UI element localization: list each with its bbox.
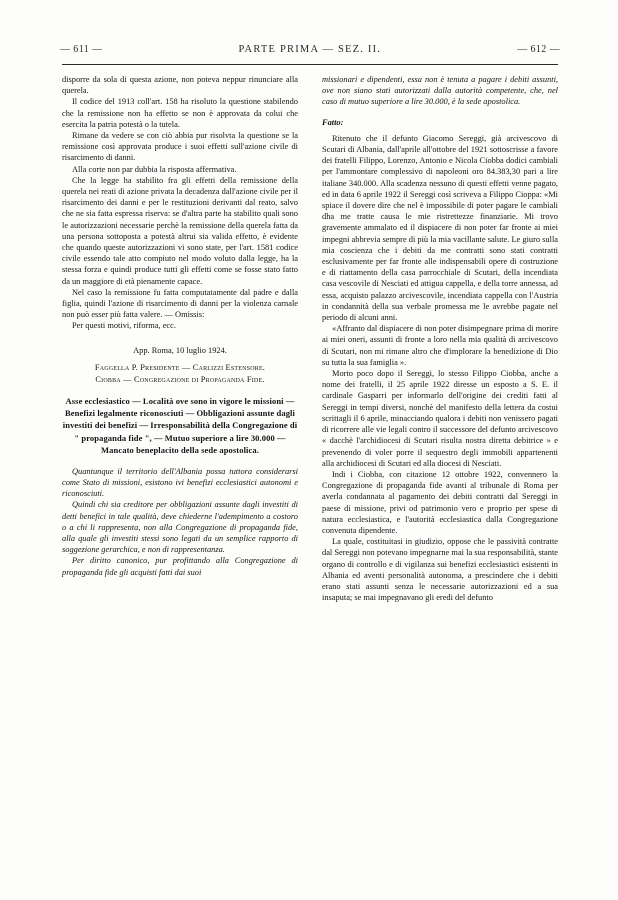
case-judges: Faggella P. Presidente — Carlizzi Estensore. bbox=[94, 362, 266, 372]
right-column bbox=[322, 74, 558, 603]
paragraph: Il codice del 1913 coll'art. 158 ha risoluto la questione stabilendo che la remissione non ha effetto se non è approvata da colui che esercita la patria potestà o la tutela. bbox=[62, 97, 298, 129]
columns-wrapper bbox=[62, 74, 558, 864]
paragraph: Che la legge ha stabilito fra gli effetti della remissione della querela nei reati di azione privata la decadenza dall'azione civile per il risarcimento dei danni e per le restituzioni derivanti dal reato, salvo che ne sia fatta espressa riserva: se d'altra parte ha stabilito quali sono le autorizzazioni necessarie perchè la remissione della querela fatta da una persona sottoposta a potestà altrui sia valida effetto, è evidente che quando queste autorizzazioni vi sono state, per l'art. 1581 codice civile essendo tale atto compiuto nel modo voluto dalla legge, ha la stessa forza e quindi produce tutti gli effetti come se fosse stato fatto da un maggiore di età pienamente capace. bbox=[62, 175, 298, 286]
paragraph: Indi i Ciobba, con citazione 12 ottobre 1922, convennero la Congregazione di propaganda fide avanti al tribunale di Roma per averla condannata al pagamento dei debiti contratti dal Sereggi in paese di missione, privi od patrimonio vero e proprio per spese di natura ecclesiastica, e l'autorità ecclesiastica dalla Congregazione convenuta dipendente. bbox=[322, 469, 558, 535]
case-abstract: Asse ecclesiastico — Località ove sono in vigore le missioni — Benefizi legalmente riconosciuti — Obbligazioni assunte dagli investiti dei benefizi — Irresponsabilità della Congregazione di " propaganda fide ", — Mutuo superiore a lire 30.000 — Mancato beneplacito della sede apostolica. bbox=[62, 395, 298, 456]
paragraph: Ritenuto che il defunto Giacomo Sereggi, già arcivescovo di Scutari di Albania, dall'aprile all'ottobre del 1921 sottoscrisse a favore dei fratelli Filippo, Lorenzo, Antonio e Nicola Ciobba dodici cambiali per l'ammontare complessivo di napoleoni oro 84.383,30 pari a lire italiane 340.000. Alla scadenza nessuno di questi effetti venne pagato, ed in data 6 aprile 1922 il Sereggi così scriveva a Filippo Cioppa: «Mi spiace il dovere dire che nel è impossibile di poter pagare le cambiali dha me tratte causa le mie ristrettezze finanziarie. Mi trovo gravemente ammalato ed il dispiacere di non poter far fronte ai miei impegni abbrevia sempre di più la mia vacillante salute. Le giuro sulla mia coscienza che i debiti da me contratti sono stati contratti esclusivamente per far fronte alle indispensabili opere di costruzione e di riattamento della casa parrocchiale di Scutari, della incendiata casa vescovile di Nesciati ed attigua cappella, e della torre annessa, ad essa, acquisto palazzo arcivescovile, incendiata cappella con l'Austria in condannità della sua verbale promessa me le avrebbe pagate nel periodo di alcuni anni. bbox=[322, 133, 558, 323]
folio-left: — 611 — bbox=[60, 44, 103, 55]
paragraph: La quale, costituitasi in giudizio, oppose che le passività contratte dal Sereggi non potevano impegnarne mai la sua responsabilità, stante organo di controllo e di vigilanza sui benefizi ecclesiastici esistenti in Albania ed aventi personalità autonoma, a prescindere che i debiti erano stati assunti senza le necessarie autorizzazioni ed a sua insaputa; se mai impegnavano gli eredi del defunto bbox=[322, 537, 558, 603]
running-head: PARTE PRIMA — SEZ. II. bbox=[238, 44, 382, 55]
paragraph: Morto poco dopo il Sereggi, lo stesso Filippo Ciobba, anche a nome dei fratelli, il 25 aprile 1922 diresse un esposto a S. E. il cardinale Gasparri per informarlo dell'origine dei crediti fatti al Sereggi in tempi diversi, nonchè del manifesto della lettera da costui scrittagli il 6 aprile, minacciando qualora i debiti non venissero pagati di ricorrere alle vie legali contro il successore del defunto arcivescovo « dacchè l'archidiocesi di Scutari risulta nostra diretta debitrice » e prevenendo di voler porre il sequestro degli immobili appartenenti alla archidiocesi di Scutari ed alla diocesi di Nesciati. bbox=[322, 369, 558, 468]
paragraph: disporre da sola di questa azione, non poteva neppur rinunciare alla querela. bbox=[62, 75, 298, 96]
section-label-fatto: Fatto: bbox=[322, 117, 344, 127]
headnote: Per diritto canonico, pur profittando alla Congregazione di propaganda fide gli acquisti fatti dai suoi bbox=[62, 556, 298, 577]
headnote: Quindi chi sia creditore per obbligazioni assunte dagli investiti di detti benefici in tale qualità, deve chiederne l'adempimento a costoro o a chi li rappresenta, non alla Congregazione di propaganda fide, alla quale gli investiti stessi sono legati da un semplice rapporto di soggezione gerarchica, e non di rappresentanza. bbox=[62, 500, 298, 555]
paragraph: Rimane da vedere se con ciò abbia pur risolvta la questione se la remissione così approvata produce i suoi effetti sull'azione civile di risarcimento di danni. bbox=[62, 131, 298, 163]
folio-right: — 612 — bbox=[517, 44, 560, 55]
paragraph: Nel caso la remissione fu fatta computatamente dal padre e dalla figlia, quindi l'azione di risarcimento di danni per la violenza carnale non può esser più fatta valere. — Omissis: bbox=[62, 287, 298, 320]
case-citation: App. Roma, 10 luglio 1924. bbox=[133, 345, 227, 355]
paragraph: «Affranto dal dispiacere di non poter disimpegnare prima di morire ai miei oneri, assunti di fronte a loro nella mia qualità di arcivescovo di Scutari, non mi rimane altro che d'implorare la benedizione di Dio su tutta la sua famiglia ». bbox=[322, 324, 558, 367]
header-rule bbox=[62, 64, 558, 65]
headnote: Quantunque il territorio dell'Albania possa tuttora considerarsi come Stato di missioni, esistono ivi benefizi ecclesiastici autonomi e riconosciuti. bbox=[62, 466, 298, 499]
paragraph: Per questi motivi, riforma, ecc. bbox=[72, 321, 176, 331]
case-parties: Ciobba — Congregazione di Propaganda Fide. bbox=[95, 374, 265, 384]
headnote-continued: missionari e dipendenti, essa non è tenuta a pagare i debiti assunti, ove non siano stati autorizzati dalla autorità competente, che, nel caso di mutuo superiore a lire 30.000, è la sede apostolica. bbox=[322, 75, 558, 107]
page-header bbox=[60, 44, 560, 64]
left-column bbox=[62, 74, 298, 578]
paragraph: Alla corte non par dubbia la risposta affermativa. bbox=[72, 164, 237, 174]
